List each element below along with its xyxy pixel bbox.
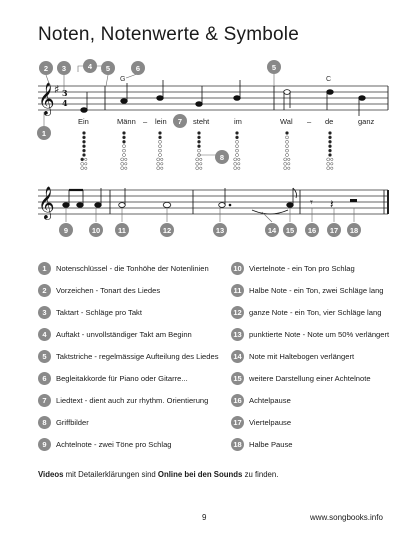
legend-text: Liedtext - dient auch zur rhythm. Orientierung xyxy=(56,396,209,405)
legend-text: Achtelnote - zwei Töne pro Schlag xyxy=(56,440,172,449)
fingering-diagram xyxy=(157,132,163,170)
legend-text: Taktart - Schläge pro Takt xyxy=(56,308,142,317)
svg-text:2: 2 xyxy=(43,64,49,73)
callout-14 xyxy=(265,223,279,237)
callout-lines xyxy=(41,66,354,222)
treble-clef-icon: 𝄞 xyxy=(38,82,55,115)
legend-text: Begleitakkorde für Piano oder Gitarre... xyxy=(56,374,188,383)
lyric: Wal xyxy=(280,117,293,126)
svg-text:5: 5 xyxy=(105,64,111,73)
callout-2 xyxy=(39,61,53,75)
fingering-diagram xyxy=(234,132,240,170)
legend-number-badge: 9 xyxy=(38,438,51,451)
callout-8 xyxy=(215,150,229,164)
callout-9 xyxy=(59,223,73,237)
lyric: lein xyxy=(155,117,167,126)
legend-item xyxy=(38,416,89,429)
legend-item xyxy=(231,394,291,407)
callout-6 xyxy=(131,61,145,75)
fingering-diagram xyxy=(284,132,290,170)
legend-item xyxy=(231,350,354,363)
legend-number-badge: 16 xyxy=(231,394,244,407)
callout-12 xyxy=(160,223,174,237)
lyric: ganz xyxy=(358,117,375,126)
lyric: – xyxy=(307,117,312,126)
staff-2 xyxy=(38,190,388,214)
page-number: 9 xyxy=(202,513,207,522)
lyric: im xyxy=(234,117,242,126)
legend-item xyxy=(231,438,292,451)
site-url: www.songbooks.info xyxy=(310,513,383,522)
svg-text:12: 12 xyxy=(162,226,172,235)
callout-10 xyxy=(89,223,103,237)
legend-text: ganze Note - ein Ton, vier Schläge lang xyxy=(249,308,382,317)
legend-item xyxy=(38,262,209,275)
chord-c: C xyxy=(326,76,332,83)
legend-number-badge: 14 xyxy=(231,350,244,363)
music-score xyxy=(0,0,416,250)
legend-number-badge: 8 xyxy=(38,416,51,429)
legend-number-badge: 13 xyxy=(231,328,244,341)
svg-text:4: 4 xyxy=(87,62,93,71)
quarter-rest-icon: 𝄽 xyxy=(330,197,334,211)
treble-clef-icon: 𝄞 xyxy=(38,186,55,219)
page-title: Noten, Notenwerte & Symbole xyxy=(38,24,299,45)
svg-text:13: 13 xyxy=(215,226,225,235)
svg-text:10: 10 xyxy=(91,226,101,235)
callout-18 xyxy=(347,223,361,237)
callout-5 xyxy=(101,61,115,75)
callout-11 xyxy=(115,223,129,237)
legend-item xyxy=(231,328,389,341)
fingering-diagrams xyxy=(81,132,333,170)
legend-text: Taktstriche - regelmässige Aufteilung des Liedes xyxy=(56,352,219,361)
callout-15 xyxy=(283,223,297,237)
legend-item xyxy=(231,284,384,297)
eighth-rest-icon: 𝄾 xyxy=(310,196,313,209)
legend-text: Viertelnote - ein Ton pro Schlag xyxy=(249,264,355,273)
svg-text:4: 4 xyxy=(62,98,68,108)
svg-text:3: 3 xyxy=(61,64,67,73)
callout-13 xyxy=(213,223,227,237)
legend-text: Griffbilder xyxy=(56,418,89,427)
callout-4 xyxy=(83,59,97,73)
callout-7 xyxy=(173,114,187,128)
legend-item xyxy=(38,350,219,363)
svg-text:17: 17 xyxy=(329,226,339,235)
callout-16 xyxy=(305,223,319,237)
sharp-icon: ♯ xyxy=(54,83,60,96)
svg-text:7: 7 xyxy=(177,117,183,126)
legend-number-badge: 4 xyxy=(38,328,51,341)
legend-number-badge: 7 xyxy=(38,394,51,407)
lyrics xyxy=(78,117,375,126)
chord-g: G xyxy=(120,76,126,83)
legend-item xyxy=(231,262,355,275)
callout-3 xyxy=(57,61,71,75)
fingering-diagram xyxy=(121,132,127,170)
legend-item xyxy=(38,284,160,297)
half-rest-icon xyxy=(350,199,357,202)
legend-item xyxy=(38,306,142,319)
staff-1 xyxy=(38,86,388,110)
legend-text: Auftakt - unvollständiger Takt am Beginn xyxy=(56,330,192,339)
legend-item xyxy=(231,372,371,385)
legend-number-badge: 6 xyxy=(38,372,51,385)
svg-text:6: 6 xyxy=(135,64,141,73)
videos-note: Videos mit Detailerklärungen sind Online bei den Sounds zu finden. xyxy=(38,470,279,479)
legend-item xyxy=(38,372,188,385)
legend-text: Vorzeichen - Tonart des Liedes xyxy=(56,286,161,295)
fingering-diagram xyxy=(81,132,87,170)
svg-text:11: 11 xyxy=(118,226,126,235)
legend-text: Notenschlüssel - die Tonhöhe der Notenlinien xyxy=(56,264,209,273)
legend-item xyxy=(38,328,192,341)
lyric: Ein xyxy=(78,117,89,126)
legend-text: Halbe Note - ein Ton, zwei Schläge lang xyxy=(249,286,384,295)
svg-text:16: 16 xyxy=(307,226,317,235)
notes-2 xyxy=(63,188,297,214)
legend-text: Viertelpause xyxy=(249,418,292,427)
svg-text:5: 5 xyxy=(271,63,277,72)
lyric: steht xyxy=(193,117,210,126)
svg-text:18: 18 xyxy=(349,226,359,235)
callout-5b xyxy=(267,60,281,74)
svg-text:3: 3 xyxy=(62,88,68,98)
callout-1 xyxy=(37,126,51,140)
legend-text: weitere Darstellung einer Achtelnote xyxy=(249,374,371,383)
svg-text:9: 9 xyxy=(63,226,69,235)
svg-text:1: 1 xyxy=(41,129,47,138)
legend-number-badge: 11 xyxy=(231,284,244,297)
legend-number-badge: 18 xyxy=(231,438,244,451)
lyric: Männ xyxy=(117,117,136,126)
legend-item xyxy=(38,394,208,407)
svg-text:14: 14 xyxy=(267,226,277,235)
legend-item xyxy=(231,416,291,429)
lyric: de xyxy=(325,117,334,126)
legend-text: punktierte Note - Note um 50% verlängert xyxy=(249,330,390,339)
lyric: – xyxy=(143,117,148,126)
legend-item xyxy=(231,306,381,319)
svg-text:8: 8 xyxy=(219,153,225,162)
legend-number-badge: 15 xyxy=(231,372,244,385)
callout-17 xyxy=(327,223,341,237)
svg-text:15: 15 xyxy=(285,226,295,235)
legend-number-badge: 10 xyxy=(231,262,244,275)
legend-number-badge: 3 xyxy=(38,306,51,319)
fingering-diagram xyxy=(327,132,333,170)
legend-text: Halbe Pause xyxy=(249,440,293,449)
legend-number-badge: 5 xyxy=(38,350,51,363)
legend-number-badge: 12 xyxy=(231,306,244,319)
fingering-diagram xyxy=(196,132,202,170)
legend-number-badge: 1 xyxy=(38,262,51,275)
legend-text: Achtelpause xyxy=(249,396,291,405)
legend-number-badge: 2 xyxy=(38,284,51,297)
legend-number-badge: 17 xyxy=(231,416,244,429)
legend-text: Note mit Haltebogen verlängert xyxy=(249,352,355,361)
legend-item xyxy=(38,438,172,451)
